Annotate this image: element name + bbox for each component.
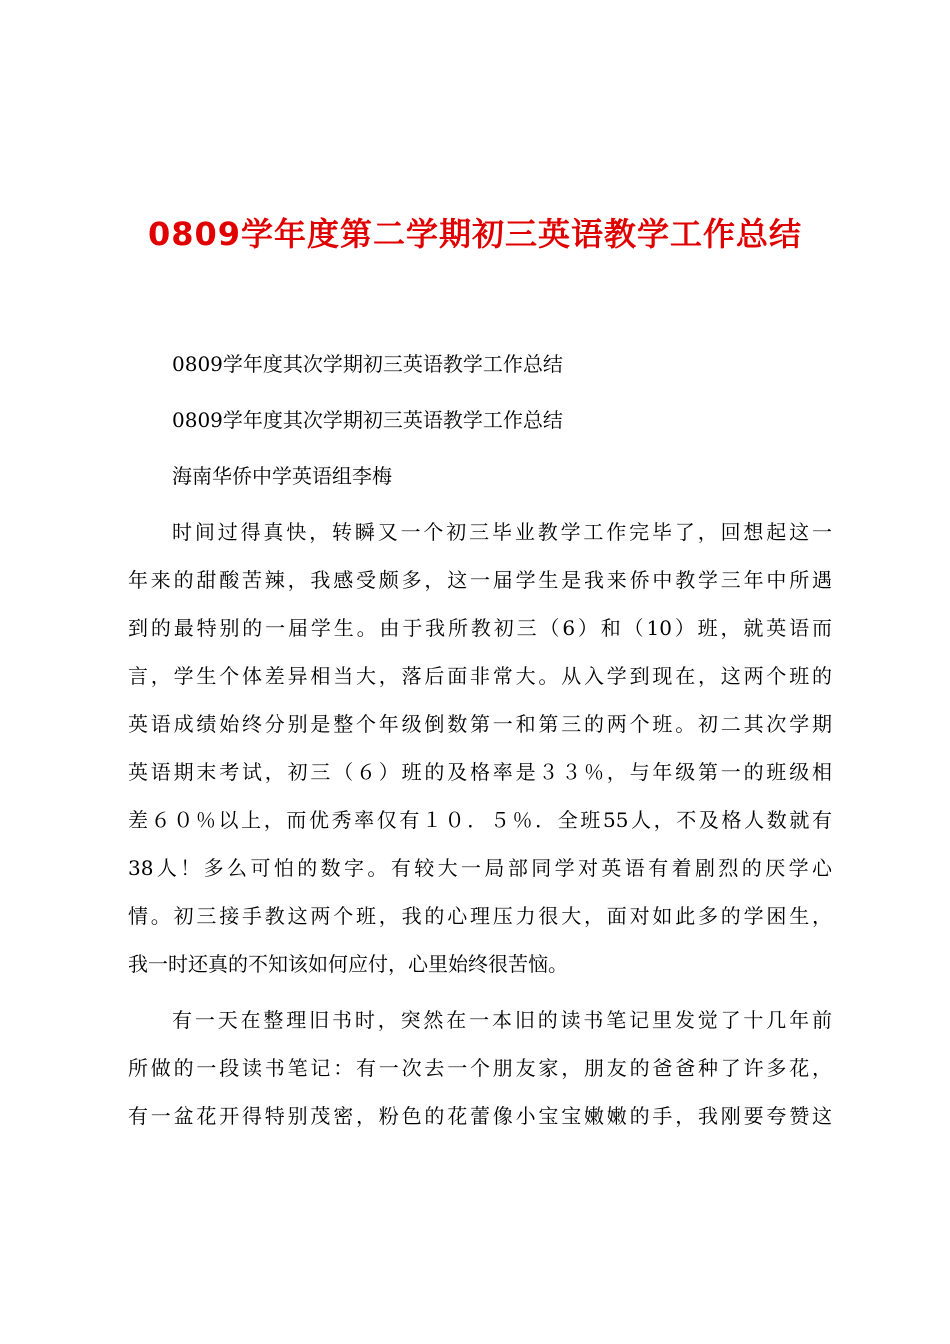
paragraph-gap: [128, 444, 832, 452]
paragraph-line: 英语成绩始终分别是整个年级倒数第一和第三的两个班。初二其次学期: [128, 712, 832, 736]
author-line: 海南华侨中学英语组李梅: [172, 464, 392, 488]
paragraph-2: [128, 996, 832, 1140]
paragraph-line: 英语期末考试，初三（６）班的及格率是３３％，与年级第一的班级相: [128, 760, 832, 784]
paragraph-gap: [128, 988, 832, 996]
paragraph-line: 差６０％以上，而优秀率仅有１０．５％．全班55人，不及格人数就有: [128, 808, 832, 832]
paragraph-line: 到的最特别的一届学生。由于我所教初三（6）和（10）班，就英语而: [128, 616, 832, 640]
paragraph-line: 38人！多么可怕的数字。有较大一局部同学对英语有着剧烈的厌学心: [128, 856, 832, 880]
heading-line-1: 0809学年度其次学期初三英语教学工作总结: [172, 352, 563, 376]
paragraph-line: 言，学生个体差异相当大，落后面非常大。从入学到现在，这两个班的: [128, 664, 832, 688]
paragraph-line: 所做的一段读书笔记：有一次去一个朋友家，朋友的爸爸种了许多花，: [128, 1056, 832, 1080]
paragraph-line: 年来的甜酸苦辣，我感受颇多，这一届学生是我来侨中教学三年中所遇: [128, 568, 832, 592]
paragraph-line: 有一天在整理旧书时，突然在一本旧的读书笔记里发觉了十几年前: [172, 1008, 832, 1032]
paragraph-1: [128, 508, 832, 988]
paragraph-line: 时间过得真快，转瞬又一个初三毕业教学工作完毕了，回想起这一: [172, 520, 832, 544]
document-body: [128, 340, 832, 1140]
paragraph-line: 情。初三接手教这两个班，我的心理压力很大，面对如此多的学困生，: [128, 904, 832, 928]
paragraph-gap: [128, 388, 832, 396]
heading-line-2: 0809学年度其次学期初三英语教学工作总结: [172, 408, 563, 432]
paragraph-line: 我一时还真的不知该如何应付，心里始终很苦恼。: [128, 952, 568, 976]
paragraph-line: 有一盆花开得特别茂密，粉色的花蕾像小宝宝嫩嫩的手，我刚要夸赞这: [128, 1104, 832, 1128]
document-title: 0809学年度第二学期初三英语教学工作总结: [147, 215, 803, 253]
paragraph-gap: [128, 500, 832, 508]
